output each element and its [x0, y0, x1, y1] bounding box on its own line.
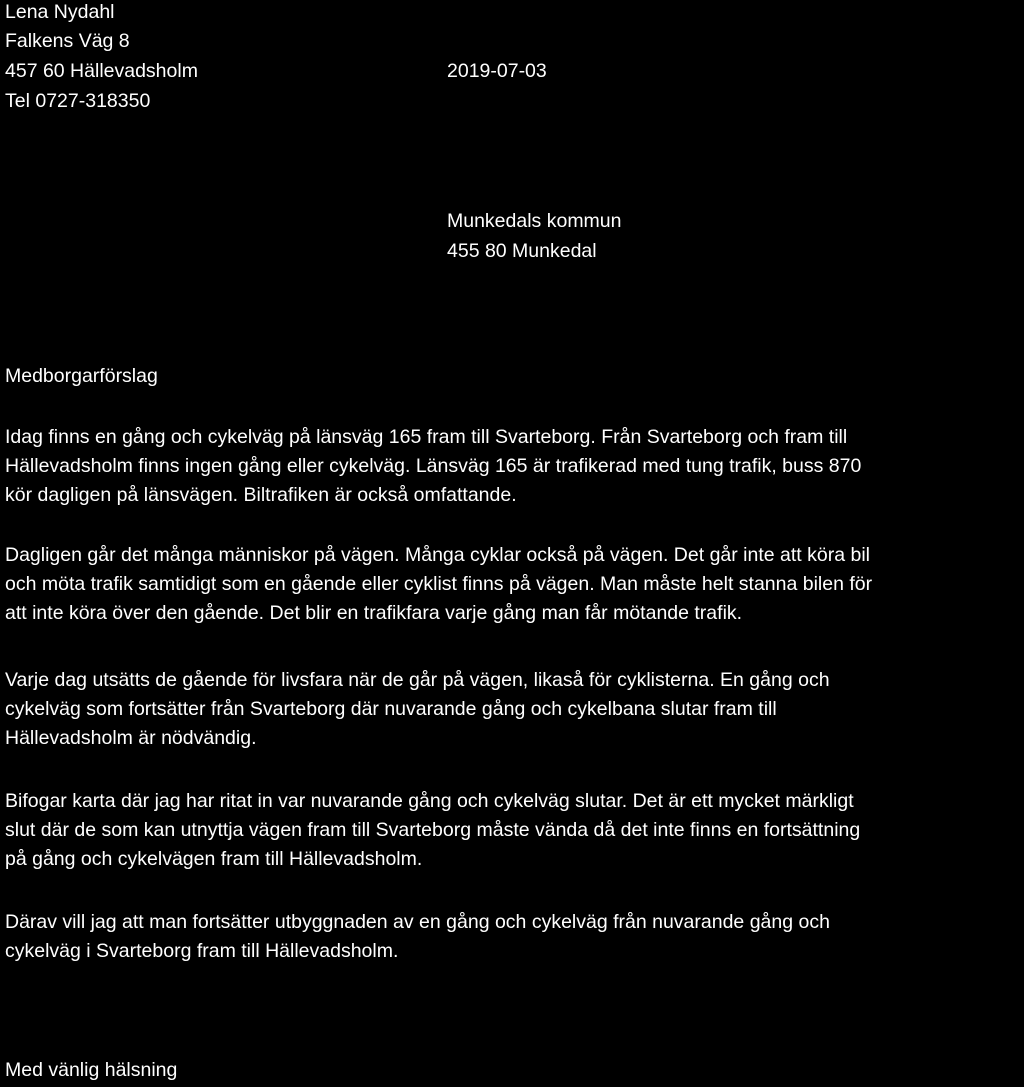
paragraph-line: Därav vill jag att man fortsätter utbyggnaden av en gång och cykelväg från nuvarande gång och	[5, 911, 830, 933]
body-paragraph-3	[5, 666, 830, 753]
body-paragraph-1	[5, 423, 861, 510]
paragraph-line: kör dagligen på länsvägen. Biltrafiken är också omfattande.	[5, 484, 517, 506]
paragraph-line: cykelväg som fortsätter från Svarteborg där nuvarande gång och cykelbana slutar fram till	[5, 698, 777, 720]
letter-closing: Med vänlig hälsning	[5, 1059, 178, 1081]
body-paragraph-2	[5, 541, 872, 628]
paragraph-line: Dagligen går det många människor på vägen. Många cyklar också på vägen. Det går inte att köra bil	[5, 544, 870, 566]
paragraph-line: på gång och cykelvägen fram till Hällevadsholm.	[5, 848, 423, 870]
sender-street: Falkens Väg 8	[5, 30, 130, 52]
paragraph-line: Bifogar karta där jag har ritat in var nuvarande gång och cykelväg slutar. Det är ett mycket märkligt	[5, 790, 854, 812]
body-paragraph-4	[5, 787, 860, 874]
paragraph-line: att inte köra över den gående. Det blir en trafikfara varje gång man får mötande trafik.	[5, 602, 743, 624]
paragraph-line: cykelväg i Svarteborg fram till Hällevadsholm.	[5, 940, 399, 962]
sender-phone: Tel 0727-318350	[5, 90, 151, 112]
paragraph-line: Hällevadsholm finns ingen gång eller cykelväg. Länsväg 165 är trafikerad med tung trafik, buss 870	[5, 455, 862, 477]
recipient-city: 455 80 Munkedal	[447, 240, 597, 262]
paragraph-line: slut där de som kan utnyttja vägen fram till Svarteborg måste vända då det inte finns en fortsättning	[5, 819, 861, 841]
paragraph-line: Hällevadsholm är nödvändig.	[5, 727, 257, 749]
sender-name: Lena Nydahl	[5, 1, 115, 23]
recipient-name: Munkedals kommun	[447, 210, 622, 232]
sender-city: 457 60 Hällevadsholm	[5, 60, 198, 82]
paragraph-line: Varje dag utsätts de gående för livsfara när de går på vägen, likaså för cyklisterna. En gång och	[5, 669, 830, 691]
body-paragraph-5	[5, 908, 830, 966]
paragraph-line: och möta trafik samtidigt som en gående eller cyklist finns på vägen. Man måste helt stanna bilen för	[5, 573, 873, 595]
letter-date: 2019-07-03	[447, 60, 547, 82]
letter-subject: Medborgarförslag	[5, 365, 158, 387]
paragraph-line: Idag finns en gång och cykelväg på länsväg 165 fram till Svarteborg. Från Svarteborg och fram till	[5, 426, 848, 448]
